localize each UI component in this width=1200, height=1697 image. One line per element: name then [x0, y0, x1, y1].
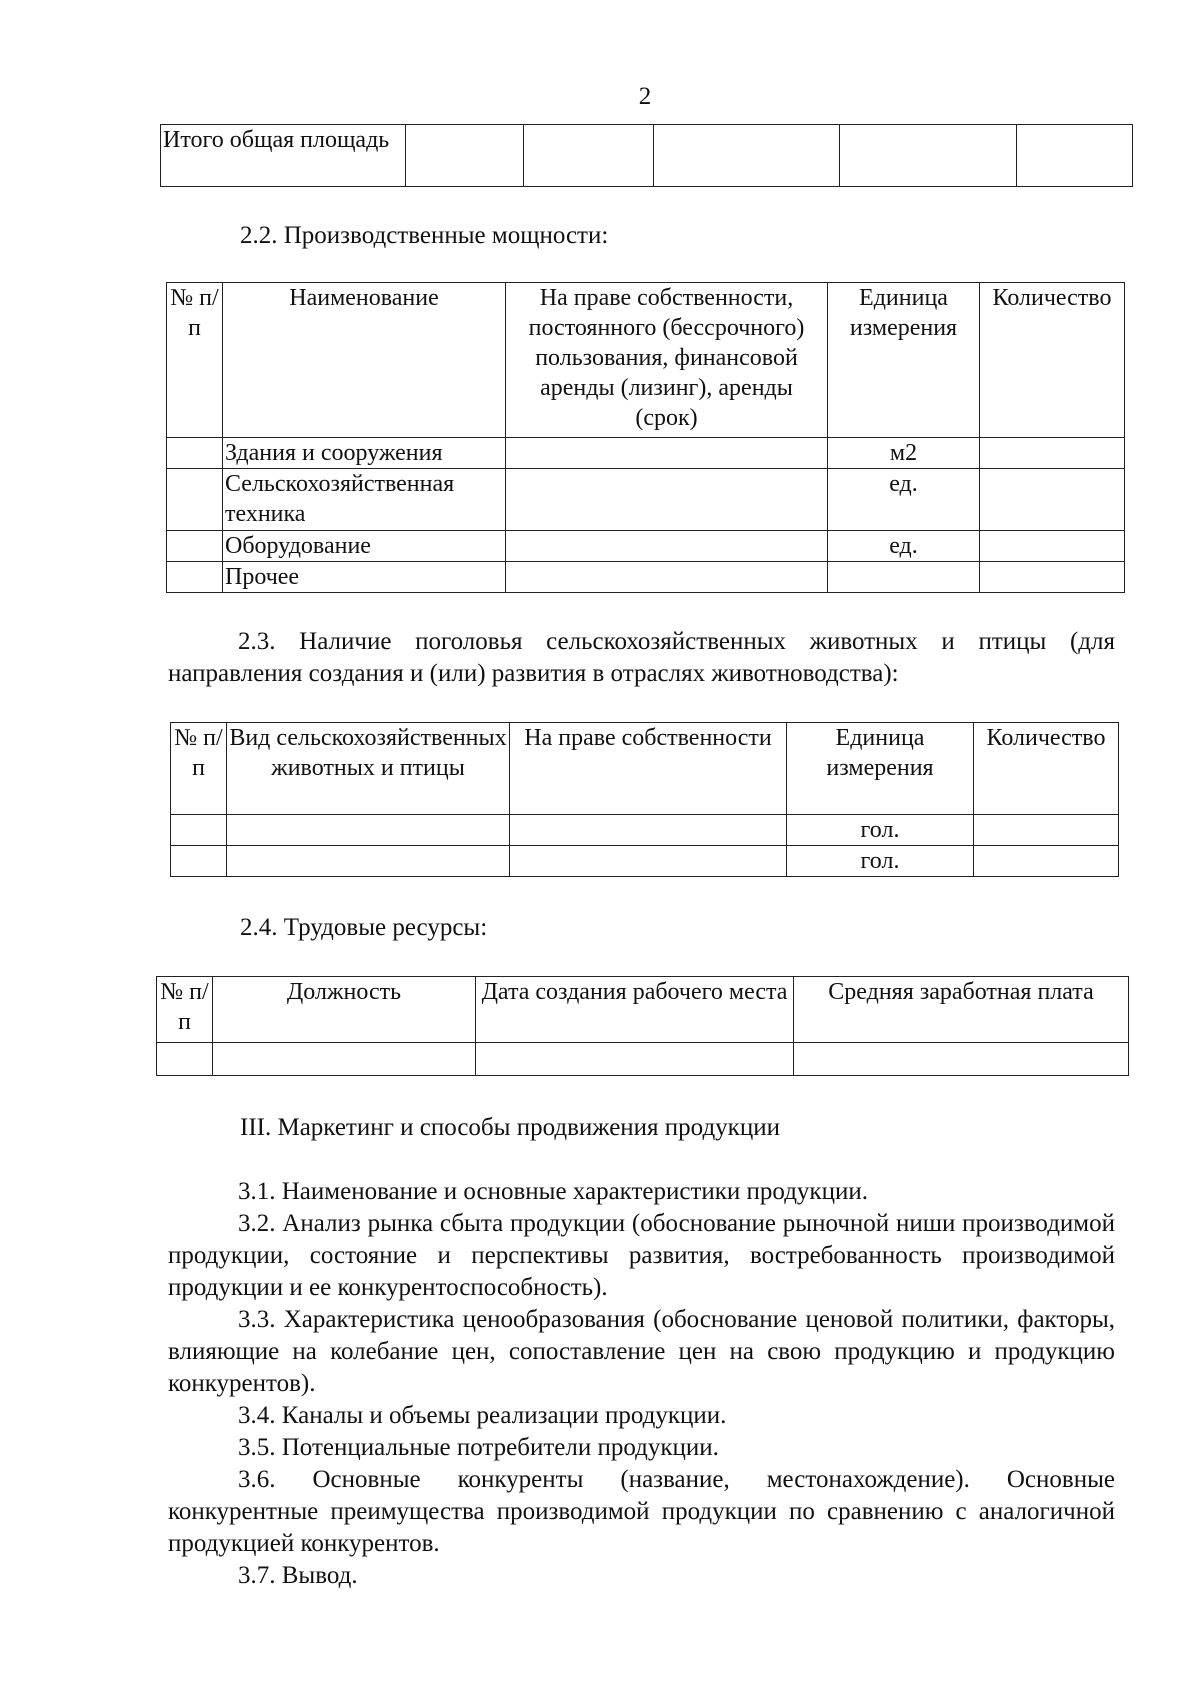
- item-3-4: 3.4. Каналы и объемы реализации продукции.: [238, 1402, 727, 1429]
- labor-resources-table: [156, 976, 1129, 1076]
- table-row: [167, 438, 1125, 469]
- table-row: [157, 1043, 1129, 1076]
- col-header-number: № п/п: [157, 977, 213, 1043]
- col-header-job-date: Дата создания рабочего места: [476, 977, 794, 1043]
- col-header-species: Вид сельскохозяйственных животных и птицы: [227, 723, 510, 815]
- table-cell: [406, 125, 524, 187]
- col-header-name: Наименование: [223, 283, 506, 438]
- item-3-2: 3.2. Анализ рынка сбыта продукции (обоснование рыночной ниши производимой продукции, состояние и перспективы развития, востребованность производимой продукции и ее конкурентоспособность).: [168, 1210, 1115, 1301]
- col-header-salary: Средняя заработная плата: [794, 977, 1129, 1043]
- item-3-7: 3.7. Вывод.: [238, 1562, 358, 1589]
- row-name: Сельскохозяйственная техника: [223, 469, 506, 531]
- item-3-1: 3.1. Наименование и основные характеристики продукции.: [238, 1178, 868, 1205]
- table-cell: [654, 125, 840, 187]
- total-area-label: Итого общая площадь: [161, 125, 406, 187]
- item-3-3: 3.3. Характеристика ценообразования (обоснование ценовой политики, факторы, влияющие на колебание цен, сопоставление цен на свою продукцию и продукцию конкурентов).: [168, 1306, 1115, 1397]
- col-header-unit: Единица измерения: [787, 723, 974, 815]
- section-2-3-title: 2.3. Наличие поголовья сельскохозяйственных животных и птицы (для направления создания и (или) развития в отраслях животноводства):: [168, 628, 1115, 687]
- row-name: Здания и сооружения: [223, 438, 506, 469]
- section-3-title: III. Маркетинг и способы продвижения продукции: [240, 1114, 780, 1141]
- col-header-quantity: Количество: [974, 723, 1119, 815]
- production-capacity-table: [166, 282, 1125, 593]
- row-name: Оборудование: [223, 531, 506, 562]
- col-header-number: № п/п: [171, 723, 227, 815]
- table-cell: [1017, 125, 1133, 187]
- row-unit: ед.: [828, 531, 980, 562]
- table-row: [171, 815, 1119, 846]
- section-2-2-title: 2.2. Производственные мощности:: [240, 222, 609, 249]
- section-2-4-title: 2.4. Трудовые ресурсы:: [240, 914, 488, 941]
- row-unit: [828, 562, 980, 593]
- row-name: Прочее: [223, 562, 506, 593]
- table-row: [171, 846, 1119, 877]
- col-header-ownership: На праве собственности: [510, 723, 787, 815]
- col-header-ownership: На праве собственности, постоянного (бессрочного) пользования, финансовой аренды (лизинг), аренды (срок): [506, 283, 828, 438]
- row-unit: м2: [828, 438, 980, 469]
- total-area-table: [160, 124, 1133, 187]
- section-3-body: [168, 1176, 1115, 1592]
- table-row: [167, 531, 1125, 562]
- col-header-number: № п/п: [167, 283, 223, 438]
- col-header-quantity: Количество: [980, 283, 1125, 438]
- livestock-table: [170, 722, 1119, 877]
- row-unit: гол.: [787, 815, 974, 846]
- item-3-6: 3.6. Основные конкуренты (название, местонахождение). Основные конкурентные преимущества производимой продукции по сравнению с аналогичной продукцией конкурентов.: [168, 1466, 1115, 1557]
- table-cell: [840, 125, 1017, 187]
- col-header-position: Должность: [213, 977, 476, 1043]
- row-unit: гол.: [787, 846, 974, 877]
- table-cell: [524, 125, 654, 187]
- page-number: 2: [638, 83, 652, 110]
- col-header-unit: Единица измерения: [828, 283, 980, 438]
- item-3-5: 3.5. Потенциальные потребители продукции.: [238, 1434, 719, 1461]
- table-row: [167, 469, 1125, 531]
- table-row: [167, 562, 1125, 593]
- row-unit: ед.: [828, 469, 980, 531]
